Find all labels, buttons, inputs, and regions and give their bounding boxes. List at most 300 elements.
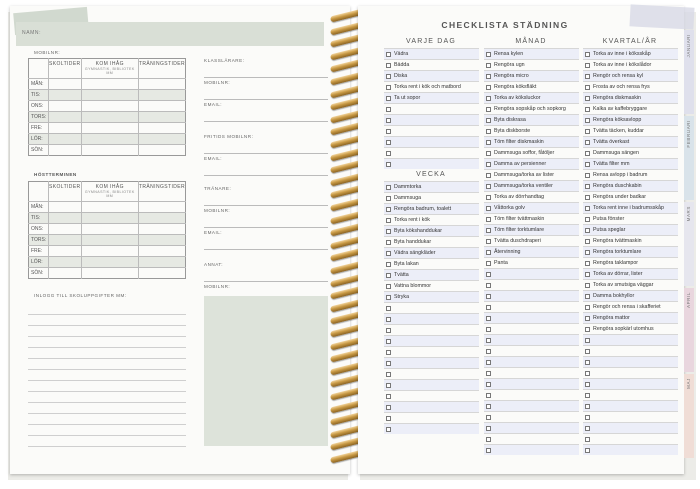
checkbox[interactable] <box>386 63 391 68</box>
checkbox[interactable] <box>486 85 491 90</box>
checklist-item[interactable] <box>583 378 678 389</box>
checklist-item[interactable] <box>484 81 579 92</box>
checkbox[interactable] <box>585 228 590 233</box>
month-tab[interactable] <box>684 374 694 458</box>
checklist-item[interactable] <box>484 48 579 59</box>
checkbox[interactable] <box>386 151 391 156</box>
checklist-item-label: Rensa avlopp i badrum <box>593 172 648 178</box>
checklist-item[interactable] <box>484 356 579 367</box>
checklist-item[interactable] <box>384 412 479 423</box>
checklist-item[interactable] <box>583 389 678 400</box>
checklist-item[interactable] <box>384 324 479 335</box>
checklist-item[interactable] <box>384 59 479 70</box>
checkbox[interactable] <box>585 140 590 145</box>
schedule-cell[interactable] <box>81 123 138 134</box>
checklist-item[interactable] <box>583 279 678 290</box>
schedule-cell[interactable] <box>49 202 82 213</box>
schedule-cell[interactable] <box>138 224 185 235</box>
checkbox[interactable] <box>585 261 590 266</box>
checklist-item[interactable] <box>484 191 579 202</box>
checkbox[interactable] <box>585 294 590 299</box>
checkbox[interactable] <box>486 426 491 431</box>
checklist-item[interactable] <box>384 103 479 114</box>
checkbox[interactable] <box>486 360 491 365</box>
checkbox[interactable] <box>386 306 391 311</box>
checklist-item[interactable] <box>583 224 678 235</box>
writing-line[interactable] <box>28 425 186 436</box>
checklist-item[interactable] <box>384 203 479 214</box>
checkbox[interactable] <box>486 404 491 409</box>
schedule-cell[interactable] <box>81 134 138 145</box>
checkbox[interactable] <box>486 338 491 343</box>
schedule-cell[interactable] <box>81 145 138 156</box>
checkbox[interactable] <box>585 195 590 200</box>
checklist-item[interactable] <box>384 291 479 302</box>
checkbox[interactable] <box>386 405 391 410</box>
checkbox[interactable] <box>486 437 491 442</box>
checkbox[interactable] <box>386 207 391 212</box>
checkbox[interactable] <box>486 349 491 354</box>
checklist-item[interactable] <box>583 257 678 268</box>
checkbox[interactable] <box>486 118 491 123</box>
checkbox[interactable] <box>386 140 391 145</box>
checkbox[interactable] <box>486 96 491 101</box>
checkbox[interactable] <box>386 394 391 399</box>
month-tab[interactable] <box>684 288 694 372</box>
checklist-item[interactable] <box>484 257 579 268</box>
weekly-checklist <box>384 181 479 434</box>
schedule-cell[interactable] <box>138 202 185 213</box>
schedule-cell[interactable] <box>138 79 185 90</box>
schedule-cell[interactable] <box>81 79 138 90</box>
checkbox[interactable] <box>386 361 391 366</box>
checkbox[interactable] <box>386 196 391 201</box>
schedule-cell[interactable] <box>81 202 138 213</box>
checkbox[interactable] <box>486 382 491 387</box>
schedule-cell[interactable] <box>49 123 82 134</box>
writing-line[interactable] <box>28 392 186 403</box>
checklist-item[interactable] <box>583 70 678 81</box>
checklist-item[interactable] <box>484 422 579 433</box>
checklist-item[interactable] <box>384 114 479 125</box>
checklist-item[interactable] <box>384 247 479 258</box>
schedule-cell[interactable] <box>138 134 185 145</box>
schedule-header: KOM IHÅG GYMNASTIK, BIBLIOTEK MM <box>81 59 138 79</box>
contact-field[interactable] <box>204 206 328 228</box>
checklist-item[interactable] <box>384 181 479 192</box>
schedule-day-label: MÅN: <box>29 202 49 213</box>
checkbox[interactable] <box>486 217 491 222</box>
checkbox[interactable] <box>585 63 590 68</box>
checkbox[interactable] <box>585 349 590 354</box>
checklist-item[interactable] <box>583 400 678 411</box>
checkbox[interactable] <box>486 305 491 310</box>
checkbox[interactable] <box>486 74 491 79</box>
checkbox[interactable] <box>386 273 391 278</box>
schedule-cell[interactable] <box>49 134 82 145</box>
checklist-item[interactable] <box>583 103 678 114</box>
checklist-item[interactable] <box>484 312 579 323</box>
checkbox[interactable] <box>486 261 491 266</box>
writing-line[interactable] <box>28 414 186 425</box>
checkbox[interactable] <box>386 85 391 90</box>
checkbox[interactable] <box>486 162 491 167</box>
checkbox[interactable] <box>486 107 491 112</box>
checkbox[interactable] <box>585 118 590 123</box>
checklist-item[interactable] <box>484 389 579 400</box>
contact-field[interactable] <box>204 260 328 282</box>
checkbox[interactable] <box>386 339 391 344</box>
checkbox[interactable] <box>386 162 391 167</box>
checklist-item[interactable] <box>384 335 479 346</box>
schedule-row <box>29 268 186 279</box>
schedule-cell[interactable] <box>81 257 138 268</box>
checkbox[interactable] <box>386 427 391 432</box>
schedule-cell[interactable] <box>81 268 138 279</box>
writing-line[interactable] <box>28 304 186 315</box>
schedule-cell[interactable] <box>49 224 82 235</box>
schedule-cell[interactable] <box>49 90 82 101</box>
checklist-item[interactable] <box>484 180 579 191</box>
checklist-item[interactable] <box>384 357 479 368</box>
checklist-item[interactable] <box>583 235 678 246</box>
checkbox[interactable] <box>486 294 491 299</box>
schedule-cell[interactable] <box>138 246 185 257</box>
schedule-cell[interactable] <box>49 246 82 257</box>
checkbox[interactable] <box>386 118 391 123</box>
checkbox[interactable] <box>486 327 491 332</box>
contact-field[interactable] <box>204 100 328 122</box>
writing-line[interactable] <box>28 403 186 414</box>
checklist-item[interactable] <box>384 280 479 291</box>
checkbox[interactable] <box>486 173 491 178</box>
contact-field[interactable] <box>204 78 328 100</box>
checkbox[interactable] <box>585 426 590 431</box>
checkbox[interactable] <box>386 328 391 333</box>
schedule-header: KOM IHÅG GYMNASTIK, BIBLIOTEK MM <box>81 182 138 202</box>
checklist-item[interactable] <box>484 70 579 81</box>
checklist-item[interactable] <box>384 401 479 412</box>
schedule-cell[interactable] <box>49 235 82 246</box>
month-tab[interactable] <box>684 202 694 286</box>
checklist-item[interactable] <box>384 423 479 434</box>
checklist-item[interactable] <box>484 147 579 158</box>
checklist-item[interactable] <box>583 433 678 444</box>
checklist-item[interactable] <box>583 290 678 301</box>
checklist-item[interactable] <box>583 323 678 334</box>
checkbox[interactable] <box>486 371 491 376</box>
checkbox[interactable] <box>486 415 491 420</box>
schedule-cell[interactable] <box>138 235 185 246</box>
checklist-item[interactable] <box>484 136 579 147</box>
checklist-item[interactable] <box>583 92 678 103</box>
writing-line[interactable] <box>28 337 186 348</box>
checklist-item[interactable] <box>583 169 678 180</box>
checkbox[interactable] <box>386 52 391 57</box>
checkbox[interactable] <box>386 295 391 300</box>
month-tab[interactable] <box>684 116 694 200</box>
writing-line[interactable] <box>28 315 186 326</box>
checkbox[interactable] <box>386 284 391 289</box>
homework-lines[interactable] <box>28 304 186 447</box>
checkbox[interactable] <box>386 372 391 377</box>
checklist-item[interactable] <box>384 302 479 313</box>
checkbox[interactable] <box>585 162 590 167</box>
checklist-item[interactable] <box>583 158 678 169</box>
checklist-item[interactable] <box>384 236 479 247</box>
checklist-item[interactable] <box>384 390 479 401</box>
schedule-cell[interactable] <box>81 112 138 123</box>
schedule-day-label: TORS: <box>29 112 49 123</box>
checklist-item[interactable] <box>384 258 479 269</box>
schedule-cell[interactable] <box>49 268 82 279</box>
checkbox[interactable] <box>486 393 491 398</box>
checklist-item[interactable] <box>384 346 479 357</box>
checkbox[interactable] <box>585 239 590 244</box>
writing-line[interactable] <box>28 359 186 370</box>
checklist-item[interactable] <box>583 136 678 147</box>
schedule-cell[interactable] <box>49 257 82 268</box>
checklist-item[interactable] <box>384 81 479 92</box>
checklist-item[interactable] <box>484 235 579 246</box>
schedule-cell[interactable] <box>138 213 185 224</box>
checklist-item[interactable] <box>484 290 579 301</box>
checklist-item[interactable] <box>384 48 479 59</box>
checkbox[interactable] <box>486 151 491 156</box>
checkbox[interactable] <box>386 185 391 190</box>
contact-field[interactable] <box>204 184 328 206</box>
checkbox[interactable] <box>585 85 590 90</box>
month-tab[interactable] <box>684 30 694 114</box>
checklist-item[interactable] <box>583 246 678 257</box>
checklist-item[interactable] <box>484 114 579 125</box>
checklist-item[interactable] <box>583 411 678 422</box>
contact-field[interactable] <box>204 132 328 154</box>
checklist-item[interactable] <box>484 279 579 290</box>
checkbox[interactable] <box>585 151 590 156</box>
checklist-item[interactable] <box>583 147 678 158</box>
checklist-item[interactable] <box>583 356 678 367</box>
schedule-cell[interactable] <box>49 213 82 224</box>
checkbox[interactable] <box>585 338 590 343</box>
checkbox[interactable] <box>486 250 491 255</box>
checkbox[interactable] <box>386 229 391 234</box>
checklist-item[interactable] <box>583 191 678 202</box>
checklist-item[interactable] <box>583 422 678 433</box>
checkbox[interactable] <box>585 184 590 189</box>
checkbox[interactable] <box>585 206 590 211</box>
checkbox[interactable] <box>486 184 491 189</box>
checklist-item[interactable] <box>583 268 678 279</box>
schedule-cell[interactable] <box>49 101 82 112</box>
contact-field[interactable] <box>204 154 328 176</box>
checklist-item[interactable] <box>484 268 579 279</box>
checkbox[interactable] <box>386 218 391 223</box>
schedule-cell[interactable] <box>49 112 82 123</box>
checklist-item[interactable] <box>583 334 678 345</box>
checkbox[interactable] <box>585 129 590 134</box>
checklist-item[interactable] <box>484 246 579 257</box>
checklist-item[interactable] <box>484 169 579 180</box>
checklist-item[interactable] <box>384 379 479 390</box>
checkbox[interactable] <box>386 74 391 79</box>
checkbox[interactable] <box>585 316 590 321</box>
schedule-cell[interactable] <box>49 79 82 90</box>
checklist-item[interactable] <box>384 192 479 203</box>
checklist-item[interactable] <box>484 301 579 312</box>
checkbox[interactable] <box>585 371 590 376</box>
checklist-item-label: Dammsuga sängen <box>593 150 639 156</box>
schedule-cell[interactable] <box>49 145 82 156</box>
schedule-cell[interactable] <box>81 246 138 257</box>
checklist-item[interactable] <box>484 103 579 114</box>
checkbox[interactable] <box>585 283 590 288</box>
checklist-item[interactable] <box>384 313 479 324</box>
checkbox[interactable] <box>585 173 590 178</box>
checkbox[interactable] <box>585 448 590 453</box>
checklist-item[interactable] <box>384 136 479 147</box>
checklist-item[interactable] <box>583 444 678 455</box>
checklist-item[interactable] <box>484 367 579 378</box>
checklist-item[interactable] <box>484 444 579 455</box>
schedule-cell[interactable] <box>81 101 138 112</box>
checkbox[interactable] <box>585 404 590 409</box>
checkbox[interactable] <box>486 63 491 68</box>
checklist-item[interactable] <box>484 345 579 356</box>
checklist-item[interactable] <box>583 367 678 378</box>
checkbox[interactable] <box>386 251 391 256</box>
checklist-item[interactable] <box>484 202 579 213</box>
checkbox[interactable] <box>486 316 491 321</box>
checklist-item[interactable] <box>583 48 678 59</box>
checkbox[interactable] <box>585 250 590 255</box>
checkbox[interactable] <box>486 272 491 277</box>
checklist-item[interactable] <box>384 225 479 236</box>
checklist-item[interactable] <box>484 323 579 334</box>
checkbox[interactable] <box>585 393 590 398</box>
writing-line[interactable] <box>28 348 186 359</box>
schedule-cell[interactable] <box>81 90 138 101</box>
checklist-item[interactable] <box>583 180 678 191</box>
checklist-item[interactable] <box>384 368 479 379</box>
checkbox[interactable] <box>386 129 391 134</box>
checklist-item[interactable] <box>583 301 678 312</box>
checklist-item[interactable] <box>583 312 678 323</box>
schedule-cell[interactable] <box>81 213 138 224</box>
checkbox[interactable] <box>486 228 491 233</box>
checkbox[interactable] <box>585 327 590 332</box>
checklist-item[interactable] <box>384 214 479 225</box>
checklist-item[interactable] <box>384 70 479 81</box>
checkbox[interactable] <box>386 416 391 421</box>
writing-line[interactable] <box>28 381 186 392</box>
schedule-day-label: MÅN: <box>29 79 49 90</box>
contact-field[interactable] <box>204 56 328 78</box>
checklist-item[interactable] <box>583 81 678 92</box>
checklist-item[interactable] <box>384 158 479 169</box>
checklist-item[interactable] <box>484 125 579 136</box>
checkbox[interactable] <box>585 382 590 387</box>
checkbox[interactable] <box>585 74 590 79</box>
checklist-item[interactable] <box>484 92 579 103</box>
checklist-item[interactable] <box>484 378 579 389</box>
checkbox[interactable] <box>486 52 491 57</box>
checkbox[interactable] <box>386 240 391 245</box>
checklist-item[interactable] <box>583 345 678 356</box>
checklist-item[interactable] <box>384 147 479 158</box>
checklist-item[interactable] <box>583 202 678 213</box>
checkbox[interactable] <box>585 415 590 420</box>
schedule-cell[interactable] <box>81 224 138 235</box>
checklist-item[interactable] <box>384 125 479 136</box>
checkbox[interactable] <box>386 107 391 112</box>
checklist-item[interactable] <box>484 224 579 235</box>
notes-box[interactable] <box>204 296 328 446</box>
checklist-item-label: Rengör och rensa kyl <box>593 73 644 79</box>
checkbox[interactable] <box>386 350 391 355</box>
schedule-cell[interactable] <box>138 257 185 268</box>
checklist-item[interactable] <box>484 158 579 169</box>
checkbox[interactable] <box>486 206 491 211</box>
checklist-item[interactable] <box>583 59 678 70</box>
checkbox[interactable] <box>486 239 491 244</box>
checkbox[interactable] <box>486 195 491 200</box>
checkbox[interactable] <box>585 305 590 310</box>
schedule-cell[interactable] <box>138 268 185 279</box>
schedule-cell[interactable] <box>138 123 185 134</box>
schedule-cell[interactable] <box>138 101 185 112</box>
checkbox[interactable] <box>585 52 590 57</box>
checklist-item[interactable] <box>583 213 678 224</box>
checkbox[interactable] <box>585 217 590 222</box>
checkbox[interactable] <box>386 317 391 322</box>
checklist-item[interactable] <box>583 114 678 125</box>
checkbox[interactable] <box>486 140 491 145</box>
checkbox[interactable] <box>585 96 590 101</box>
writing-line[interactable] <box>28 436 186 447</box>
schedule-cell[interactable] <box>138 112 185 123</box>
schedule-cell[interactable] <box>138 145 185 156</box>
schedule-cell[interactable] <box>81 235 138 246</box>
checkbox[interactable] <box>585 107 590 112</box>
checklist-item[interactable] <box>484 400 579 411</box>
checkbox[interactable] <box>386 96 391 101</box>
checkbox[interactable] <box>486 129 491 134</box>
monthly-heading: MÅNAD <box>515 38 547 45</box>
writing-line[interactable] <box>28 370 186 381</box>
checkbox[interactable] <box>386 262 391 267</box>
checkbox[interactable] <box>585 272 590 277</box>
checkbox[interactable] <box>386 383 391 388</box>
checklist-item[interactable] <box>384 269 479 280</box>
checklist-item[interactable] <box>484 59 579 70</box>
writing-line[interactable] <box>28 326 186 337</box>
checklist-item[interactable] <box>583 125 678 136</box>
schedule-day-label: FRE: <box>29 246 49 257</box>
name-field[interactable] <box>16 22 324 46</box>
checkbox[interactable] <box>585 360 590 365</box>
schedule-cell[interactable] <box>138 90 185 101</box>
checkbox[interactable] <box>486 283 491 288</box>
contact-field[interactable] <box>204 228 328 250</box>
checkbox[interactable] <box>486 448 491 453</box>
checklist-item[interactable] <box>484 411 579 422</box>
checklist-item[interactable] <box>484 334 579 345</box>
checklist-item[interactable] <box>384 92 479 103</box>
checklist-item[interactable] <box>484 433 579 444</box>
checkbox[interactable] <box>585 437 590 442</box>
checklist-item[interactable] <box>484 213 579 224</box>
